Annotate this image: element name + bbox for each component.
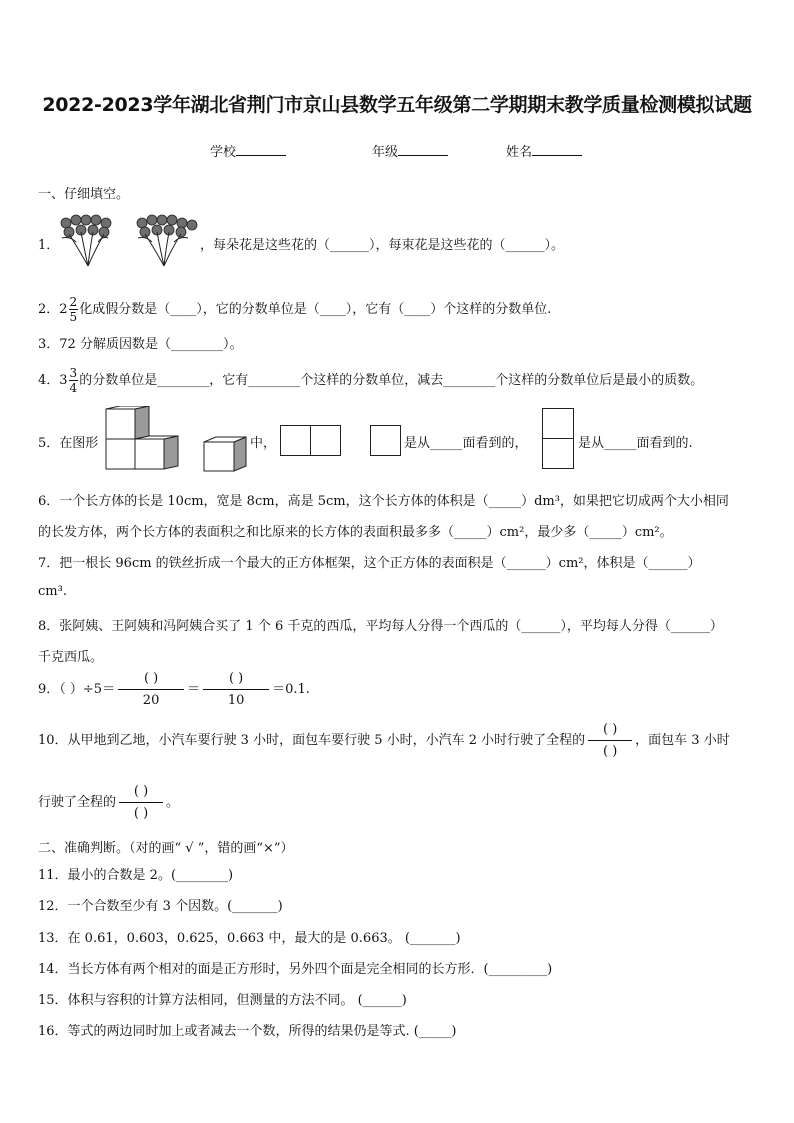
single-cube-figure [202,436,248,474]
fraction-blank-car [588,722,632,759]
question-11: 11．最小的合数是 2。(________) [38,868,234,883]
fraction-blank-over-10 [203,671,269,708]
flower-bouquets-illustration [56,212,201,270]
question-3: 3．72 分解质因数是（________）。 [38,337,243,352]
side-view-square [370,425,401,456]
bouquet-2-icon [137,215,197,266]
question-9-end: ＝0.1. [272,682,310,697]
front-view-right-square [310,425,341,456]
question-10-text-b: ，面包车 3 小时 [635,733,730,748]
fraction-numerator: 2 [69,295,78,309]
equals-sign: ＝ [187,682,201,697]
mixed-fraction-3-3-4 [69,367,79,394]
top-view-upper-square [542,408,574,439]
fraction-numerator-blank[interactable]: ( ) [228,671,244,686]
question-2 [38,296,551,323]
question-5-part-a: 5．在图形 [38,436,99,451]
fraction-denominator: 5 [69,310,78,324]
school-blank[interactable] [236,143,286,156]
grade-blank[interactable] [398,143,448,156]
question-2-text: 化成假分数是（____），它的分数单位是（____），它有（____）个这样的分数单位. [79,302,552,317]
front-view-left-square [280,425,311,456]
question-4 [38,367,703,394]
question-1-text: ，每朵花是这些花的（______），每束花是这些花的（______）。 [200,238,565,253]
question-4-text: 的分数单位是________，它有________个这样的分数单位，减去________个这样的分数单位后是最小的质数。 [79,373,704,388]
question-6-line-1: 6．一个长方体的长是 10cm，宽是 8cm，高是 5cm，这个长方体的体积是（_____）dm³，如果把它切成两个大小相同 [38,494,729,509]
question-8-line-1: 8．张阿姨、王阿姨和冯阿姨合买了 1 个 6 千克的西瓜，平均每人分得一个西瓜的（______），平均每人分得（______） [38,619,723,634]
question-6-line-2: 的长发方体，两个长方体的表面积之和比原来的长方体的表面积最多多（_____）cm²，最少多（_____）cm²。 [38,525,673,540]
question-5-part-c: 是从_____面看到的， [404,436,528,451]
question-2-num: 2．2 [38,302,68,317]
question-10-line-1 [38,722,730,759]
question-1-num: 1． [38,238,60,253]
question-10-text-a: 10．从甲地到乙地，小汽车要行驶 3 小时，面包车要行驶 5 小时，小汽车 2 小时行驶了全程的 [38,733,586,748]
fraction-blank-over-20 [118,671,184,708]
cube-stack-figure [104,406,182,474]
fraction-blank-van [119,784,163,821]
question-14: 14．当长方体有两个相对的面是正方形时，另外四个面是完全相同的长方形．(_________) [38,962,553,977]
question-16: 16．等式的两边同时加上或者减去一个数，所得的结果仍是等式. (_____) [38,1024,457,1039]
fraction-numerator-blank[interactable]: ( ) [603,722,618,737]
fraction-numerator-blank[interactable]: ( ) [133,784,149,799]
page-title: 2022-2023学年湖北省荆门市京山县数学五年级第二学期期末教学质量检测模拟试题 [42,94,752,116]
section-2-heading: 二、准确判断。（对的画“ √ ”，错的画“×”） [38,841,294,856]
question-4-num: 4．3 [38,373,68,388]
question-9-start: 9．（ ）÷5＝ [38,682,116,697]
school-field [210,141,286,160]
question-7-line-2: cm³. [38,584,67,599]
section-1-heading: 一、仔细填空。 [38,187,130,202]
question-8-line-2: 千克西瓜。 [38,650,104,665]
mixed-fraction-2-2-5 [69,296,79,323]
fraction-denominator-blank[interactable]: ( ) [588,740,632,759]
question-9 [38,671,310,708]
fraction-numerator-blank[interactable]: ( ) [143,671,159,686]
question-5-part-d: 是从_____面看到的. [578,436,693,451]
grade-label: 年级 [372,145,399,160]
question-7-line-1: 7．把一根长 96cm 的铁丝折成一个最大的正方体框架，这个正方体的表面积是（______）cm²，体积是（______） [38,556,701,571]
fraction-denominator-blank[interactable]: ( ) [119,802,163,821]
fraction-denominator: 4 [69,381,78,395]
fraction-denominator: 20 [118,689,184,708]
top-view-lower-square [542,438,574,469]
school-label: 学校 [210,145,237,160]
question-15: 15．体积与容积的计算方法相同，但测量的方法不同。 (______) [38,993,407,1008]
bouquet-1-icon [61,215,111,266]
name-field [506,141,582,160]
question-10-text-c: 行驶了全程的 [38,795,117,810]
question-10-line-2 [38,784,179,821]
name-label: 姓名 [506,145,533,160]
question-13: 13．在 0.61，0.603，0.625，0.663 中，最大的是 0.663。 (_______) [38,931,461,946]
question-12: 12．一个合数至少有 3 个因数。(_______) [38,899,283,914]
fraction-denominator: 10 [203,689,269,708]
name-blank[interactable] [532,143,582,156]
fraction-numerator: 3 [69,366,78,380]
grade-field [372,141,448,160]
question-5-part-b: 中， [250,436,277,451]
question-10-end: 。 [166,795,180,810]
